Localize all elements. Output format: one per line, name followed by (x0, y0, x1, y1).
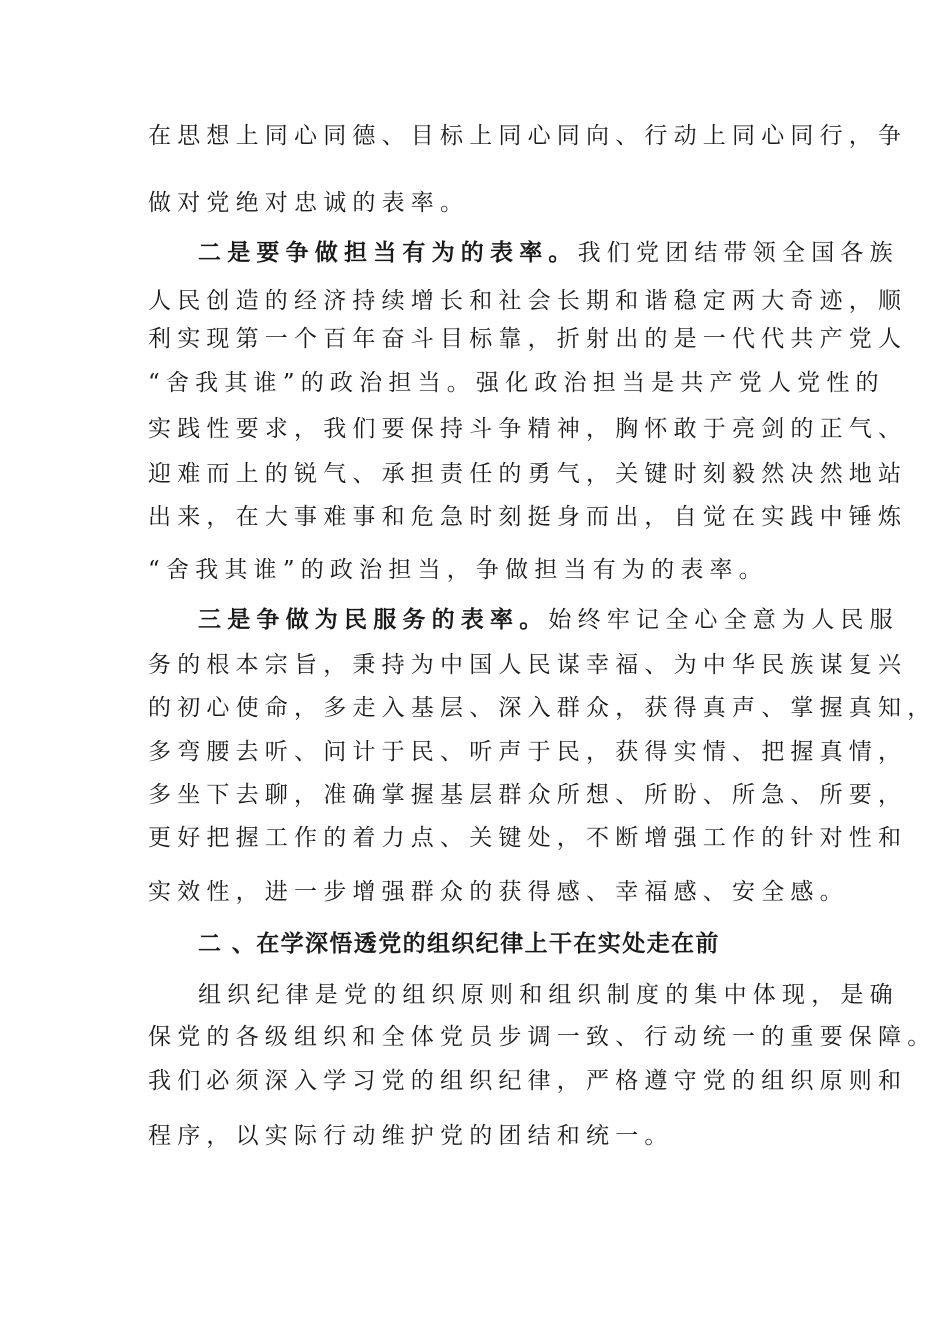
text-line: 在思想上同心同德、目标上同心同向、行动上同心同行，争 (148, 123, 908, 149)
text-line: 程序，以实际行动维护党的团结和统一。 (148, 1123, 674, 1149)
text-line: 我们必须深入学习党的组织纪律，严格遵守党的组织原则和 (148, 1068, 908, 1094)
text-line: 迎难而上的锐气、承担责任的勇气，关键时刻毅然决然地站 (148, 461, 908, 487)
text-line: “舍我其谁”的政治担当。强化政治担当是共产党人党性的 (148, 370, 885, 396)
text-line: 出来，在大事难事和危急时刻挺身而出，自觉在实践中锤炼 (148, 504, 908, 530)
paragraph-lead-bold: 三是争做为民服务的表率。 (198, 606, 549, 633)
text-line: 做对党绝对忠诚的表率。 (148, 190, 470, 216)
paragraph-lead-bold: 二是要争做担当有为的表率。 (198, 239, 578, 266)
paragraph-lead-rest: 我们党团结带领全国各族 (577, 240, 899, 266)
text-line: 务的根本宗旨，秉持为中国人民谋幸福、为中华民族谋复兴 (148, 652, 908, 678)
paragraph-lead-rest: 始终牢记全心全意为人民服 (548, 607, 899, 633)
text-line: “舍我其谁”的政治担当，争做担当有为的表率。 (148, 557, 768, 583)
section-heading: 二 、在学深悟透党的组织纪律上干在实处走在前 (198, 930, 720, 957)
paragraph-opening (198, 238, 899, 268)
text-line: 保党的各级组织和全体党员步调一致、行动统一的重要保障。 (148, 1024, 937, 1050)
text-line: 实践性要求，我们要保持斗争精神，胸怀敢于亮剑的正气、 (148, 416, 908, 442)
text-line: 实效性，进一步增强群众的获得感、幸福感、安全感。 (148, 879, 849, 905)
text-line: 多坐下去聊，准确掌握基层群众所想、所盼、所急、所要， (148, 782, 908, 808)
text-line: 更好把握工作的着力点、关键处，不断增强工作的针对性和 (148, 825, 908, 851)
paragraph-opening (198, 605, 899, 635)
text-line: 组织纪律是党的组织原则和组织制度的集中体现，是确 (198, 982, 899, 1008)
text-line: 人民创造的经济持续增长和社会长期和谐稳定两大奇迹，顺 (148, 288, 908, 314)
text-line: 的初心使命，多走入基层、深入群众，获得真声、掌握真知， (148, 695, 937, 721)
text-line: 多弯腰去听、问计于民、听声于民，获得实情、把握真情， (148, 739, 908, 765)
text-line: 利实现第一个百年奋斗目标靠，折射出的是一代代共产党人 (148, 326, 908, 352)
